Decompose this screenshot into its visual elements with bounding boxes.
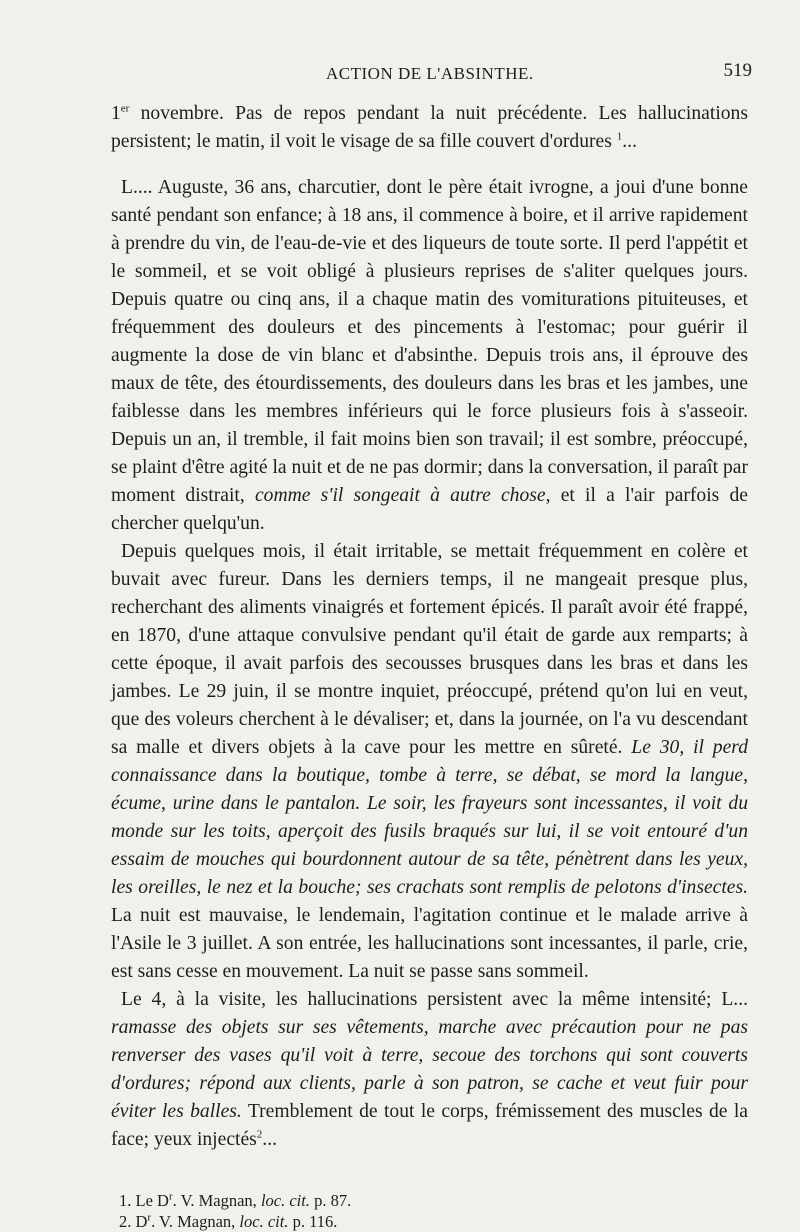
paragraph-2-text: L.... Auguste, 36 ans, charcutier, dont le père était ivrogne, a joui d'une bonne santé pendant son enfance; à 18 ans, il commence à boire, et il arrive rapidement à prendre du vin, de l'eau-de-vie et des liqueurs de toute sorte. Il perd l'appétit et le sommeil, et se voit obligé à plusieurs reprises de s'aliter quelques jours. Depuis quatre ou cinq ans, il a chaque matin des vomiturations pituiteuses, et fréquemment des douleurs et des pincements à l'estomac; pour guérir il augmente la dose de vin blanc et d'absinthe. Depuis trois ans, il éprouve des maux de tête, des étourdissements, des douleurs dans les bras et les jambes, une faiblesse dans les membres inférieurs qui le force plusieurs fois à s'asseoir. Depuis un an, il tremble, il fait moins bien son travail; il est sombre, préoccupé, se plaint d'être agité la nuit et de ne pas dormir; dans la conversation, il paraît par moment distrait, <box>111 177 748 506</box>
footnote-number: 2. <box>119 1212 132 1231</box>
footnote-page: p. 116. <box>292 1212 338 1231</box>
footnotes <box>111 1190 748 1232</box>
paragraph-4-ellipsis: ... <box>262 1129 277 1150</box>
paragraph-2-end: et il a l'air parfois de chercher quelqu'un. <box>111 485 748 534</box>
page-header <box>111 60 752 100</box>
paragraph-4-end: Tremblement de tout le corps, frémissement des muscles de la face; yeux injectés <box>111 1101 748 1150</box>
body-text <box>111 100 748 1154</box>
paragraph-1 <box>111 100 748 156</box>
footnote-name: . V. Magnan, <box>172 1191 257 1210</box>
page-number: 519 <box>723 60 752 81</box>
paragraph-4-start: Le 4, à la visite, les hallucinations persistent avec la même intensité; L... <box>121 989 748 1010</box>
footnote-2 <box>119 1211 748 1232</box>
footnote-title-sup: r <box>168 1190 173 1203</box>
ordinal-superscript: er <box>120 102 130 115</box>
footnote-author: Le D <box>135 1191 169 1210</box>
footnote-ref: loc. cit. <box>239 1212 289 1231</box>
paragraph-4-italic: ramasse des objets sur ses vêtements, marche avec précaution pour ne pas renverser des vases qu'il voit à terre, secoue des torchons qui sont couverts d'ordures; répond aux clients, parle à son patron, se cache et veut fuir pour éviter les balles. <box>111 1017 748 1122</box>
footnote-ref: loc. cit. <box>260 1191 310 1210</box>
footnote-number: 1. <box>119 1191 132 1210</box>
footnote-name: . V. Magnan, <box>151 1212 236 1231</box>
paragraph-3 <box>111 538 748 986</box>
footnote-author: D <box>135 1212 148 1231</box>
paragraph-3-text: Depuis quelques mois, il était irritable, se mettait fréquemment en colère et buvait avec fureur. Dans les derniers temps, il ne mangeait presque plus, recherchant des aliments vinaigrés et fortement épicés. Il paraît avoir été frappé, en 1870, d'une attaque convulsive pendant qu'il était de garde aux remparts; à cette époque, il avait parfois des secousses brusques dans les bras et dans les jambes. Le 29 juin, il se montre inquiet, préoccupé, prétend qu'on lui en veut, que des voleurs cherchent à le dévaliser; et, dans la journée, on l'a vu descendant sa malle et divers objets à la cave pour les mettre en sûreté. <box>111 541 748 758</box>
footnote-1 <box>119 1190 748 1211</box>
footnote-ref-1: 1 <box>616 130 623 143</box>
footnote-ref-2: 2 <box>256 1128 263 1141</box>
day-number: 1 <box>111 103 121 124</box>
paragraph-2-italic: comme s'il songeait à autre chose, <box>254 485 551 506</box>
paragraph-3-end: La nuit est mauvaise, le lendemain, l'agitation continue et le malade arrive à l'Asile le 3 juillet. A son entrée, les hallucinations sont incessantes, il parle, crie, est sans cesse en mouvement. La nuit se passe sans sommeil. <box>111 905 748 982</box>
footnote-page: p. 87. <box>314 1191 352 1210</box>
footnote-title-sup: r <box>147 1211 152 1224</box>
paragraph-1-text: novembre. Pas de repos pendant la nuit précédente. Les hallucinations persistent; le matin, il voit le visage de sa fille couvert d'ordures <box>111 103 748 152</box>
running-title: ACTION DE L'ABSINTHE. <box>326 64 534 83</box>
paragraph-3-italic: Le 30, il perd connaissance dans la boutique, tombe à terre, se débat, se mord la langue, écume, urine dans le pantalon. Le soir, les frayeurs sont incessantes, il voit du monde sur les toits, aperçoit des fusils braqués sur lui, il se voit entouré d'un essaim de mouches qui bourdonnent autour de sa tête, pénètrent dans les yeux, les oreilles, le nez et la bouche; ses crachats sont remplis de pelotons d'insectes. <box>111 737 748 898</box>
paragraph-2 <box>111 174 748 538</box>
paragraph-4 <box>111 986 748 1154</box>
paragraph-1-ellipsis: ... <box>622 131 637 152</box>
